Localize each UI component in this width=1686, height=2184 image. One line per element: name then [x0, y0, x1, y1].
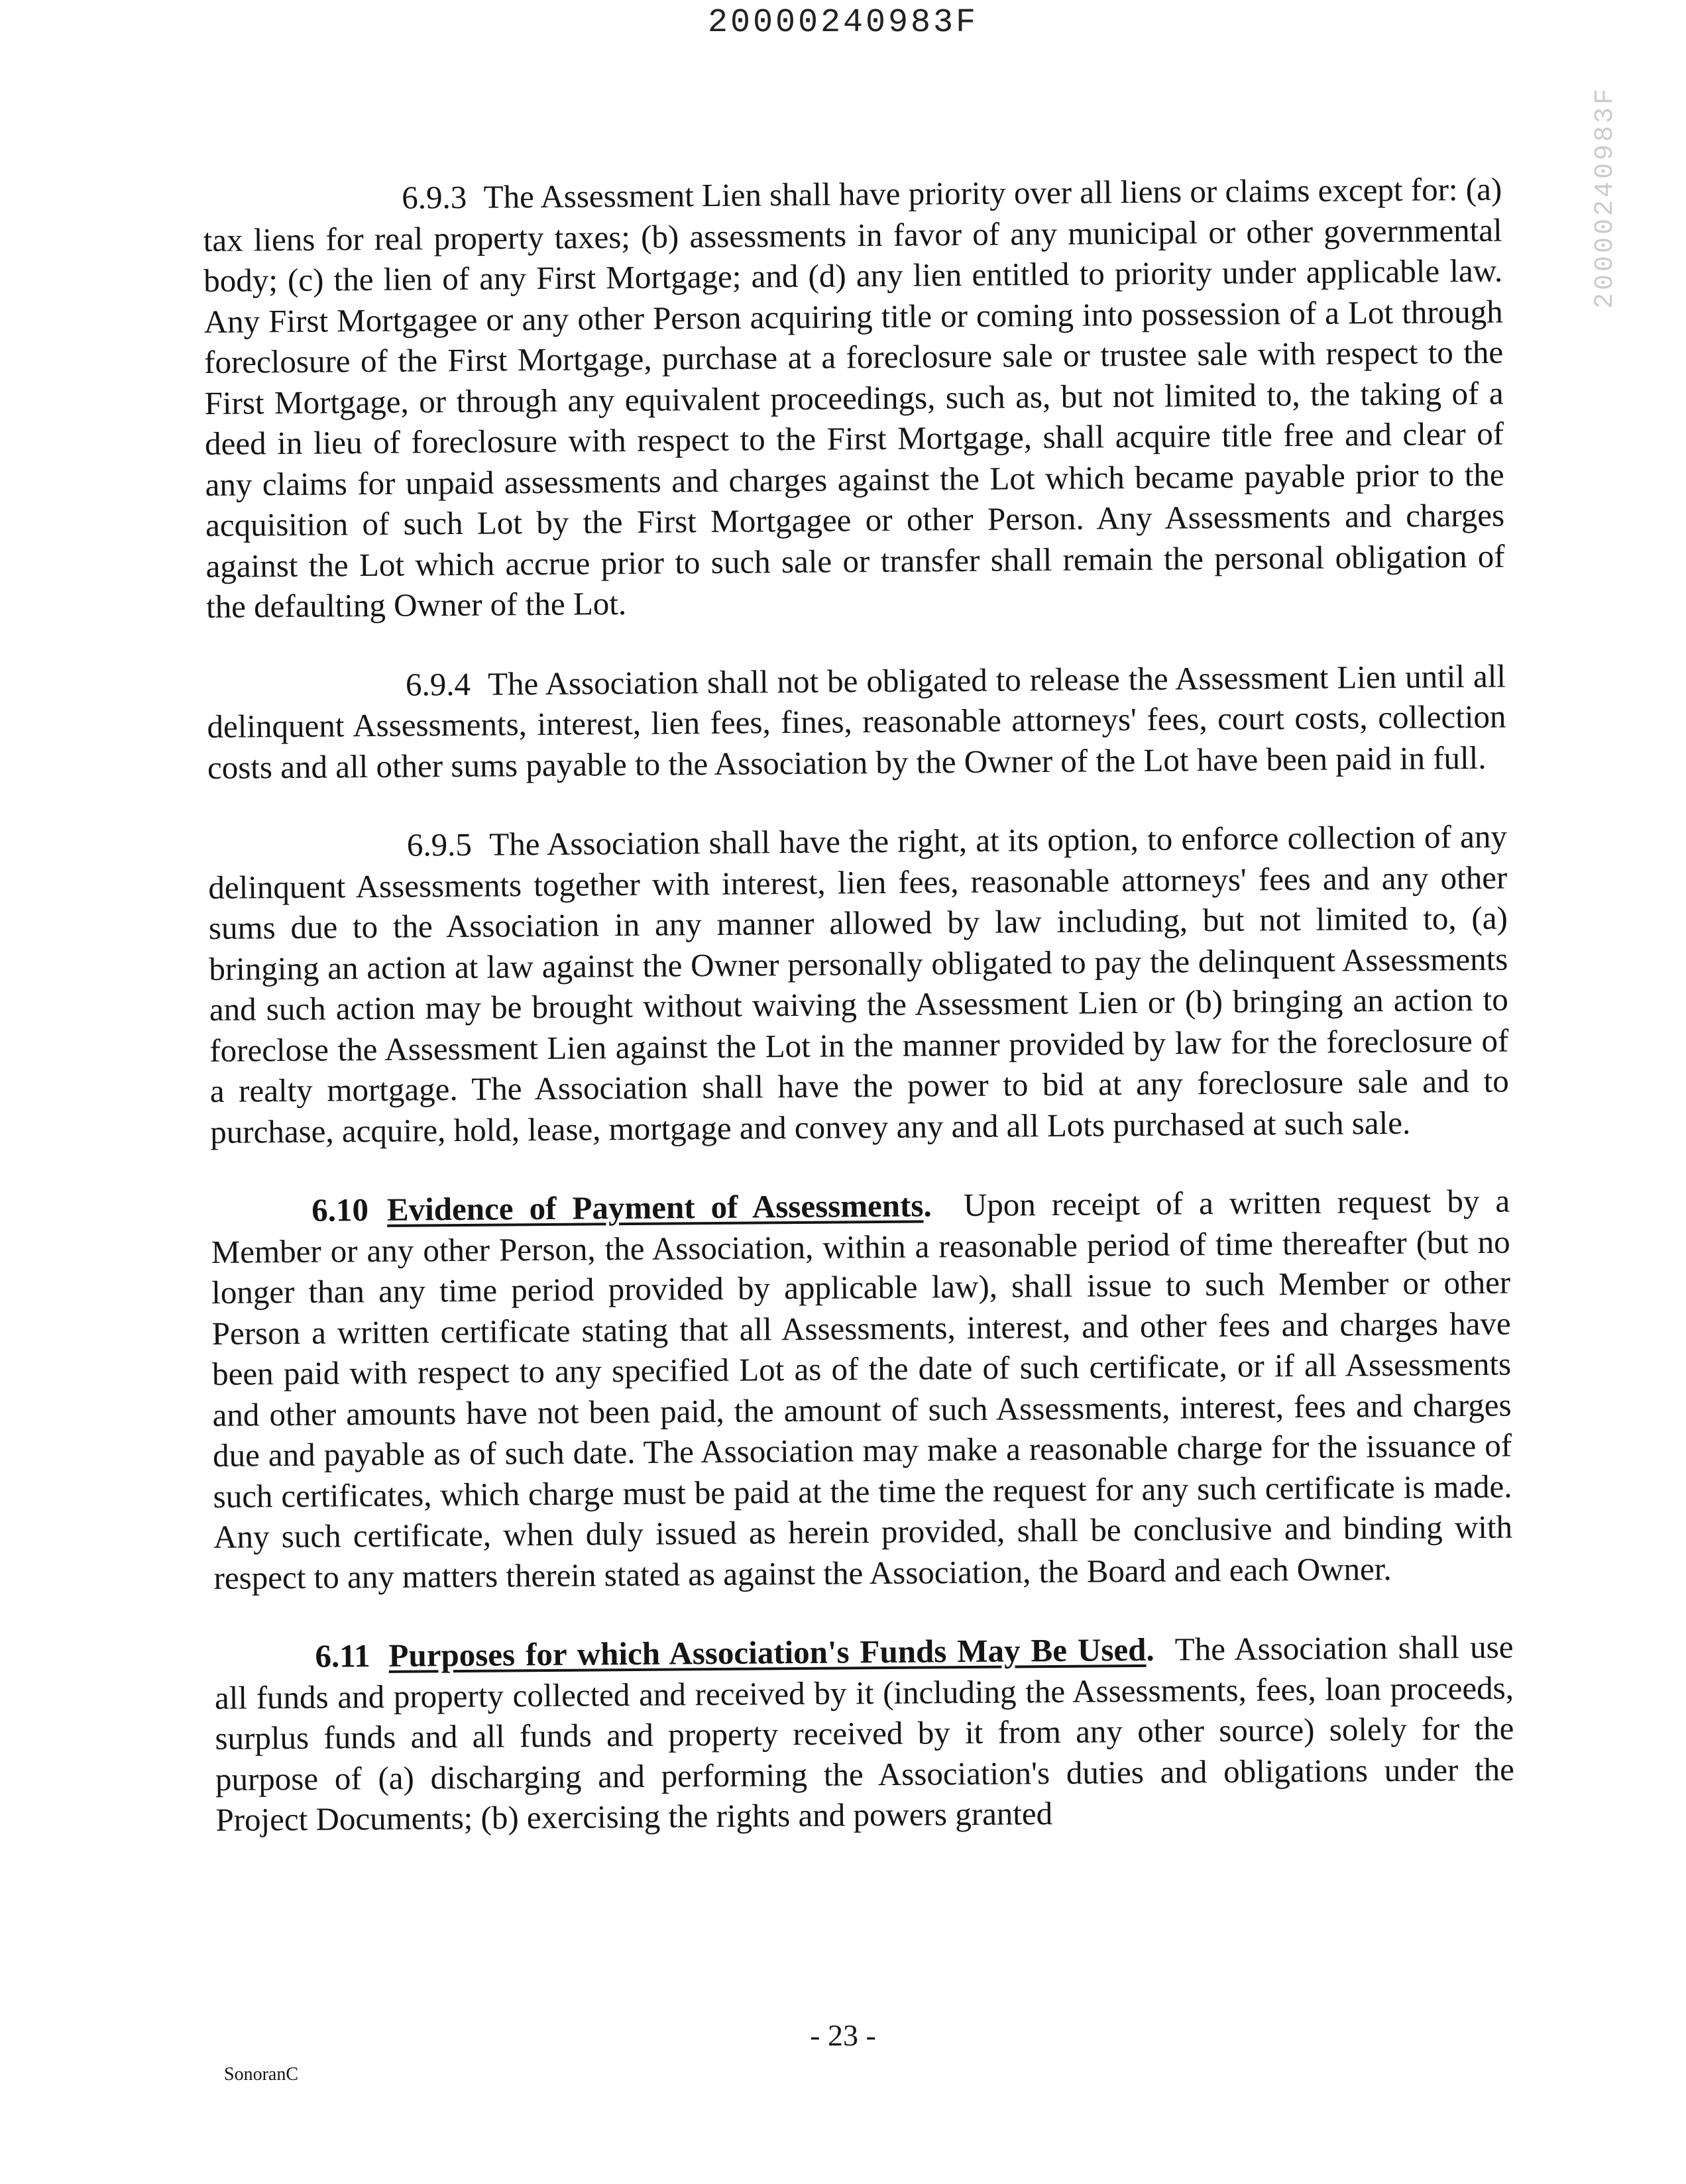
section-6-11: 6.11 Purposes for which Association's Funds May Be Used. The Association shall use all funds and property collected and received by it (including the Assessments, fees, loan proceeds, surplus funds and all funds and property received by it from any other source) solely for the purpose of (a) discharging and performing the Association's duties and obligations under the Project Documents; (b) exercising the rights and powers granted [214, 1628, 1515, 1838]
paragraph-6-9-5 [208, 816, 1510, 1152]
paragraph-6-9-4 [207, 655, 1506, 788]
section-number: 6.11 [315, 1637, 370, 1674]
paragraph-number: 6.9.3 [402, 178, 467, 216]
paragraph-number: 6.9.5 [406, 826, 473, 863]
section-text: Upon receipt of a written request by a Member or any other Person, the Association, within a reasonable period of time thereafter (but no longer than any time period provided by applicable law), shall issue to such Member or other Person a written certificate stating that all Assessments, interest, and other fees and charges have been paid with respect to any specified Lot as of the date of such certificate, or if all Assessments and other amounts have not been paid, the amount of such Assessments, interest, fees and charges due and payable as of such date. The Association may make a reasonable charge for the issuance of such certificates, which charge must be paid at the time the request for any such certificate is made. Any such certificate, when duly issued as herein provided, shall be conclusive and binding with respect to any matters therein stated as against the Association, the Board and each Owner. [211, 1182, 1513, 1596]
section-title: Purposes for which Association's Funds May Be Used [388, 1631, 1147, 1674]
paragraph-text: The Association shall have the right, at its option, to enforce collection of any delinquent Assessments together with interest, lien fees, reasonable attorneys' fees and any other sums due to the Association in any manner allowed by law including, but not limited to, (a) bringing an action at law against the Owner personally obligated to pay the delinquent Assessments and such action may be brought without waiving the Assessment Lien or (b) bringing an action to foreclose the Assessment Lien against the Lot in the manner provided by law for the foreclosure of a realty mortgage. The Association shall have the power to bid at any foreclosure sale and to purchase, acquire, hold, lease, mortgage and convey any and all Lots purchased at such sale. [208, 818, 1509, 1150]
section-text: The Association shall use all funds and property collected and received by it (including the Assessments, fees, loan proceeds, surplus funds and all funds and property received by it from any other source) solely for the purpose of (a) discharging and performing the Association's duties and obligations under the Project Documents; (b) exercising the rights and powers granted [214, 1628, 1515, 1838]
paragraph-number: 6.9.4 [405, 665, 471, 703]
paragraph-text: The Association shall not be obligated to release the Assessment Lien until all delinquent Assessments, interest, lien fees, fines, reasonable attorneys' fees, court costs, collection costs and all other sums payable to the Association by the Owner of the Lot have been paid in full. [207, 657, 1506, 786]
document-body [203, 169, 1515, 1879]
section-6-10: 6.10 Evidence of Payment of Assessments. Upon receipt of a written request by a Member or any other Person, the Association, within a reasonable period of time thereafter (but no longer than any time period provided by applicable law), shall issue to such Member or other Person a written certificate stating that all Assessments, interest, and other fees and charges have been paid with respect to any specified Lot as of the date of such certificate, or if all Assessments and other amounts have not been paid, the amount of such Assessments, interest, fees and charges due and payable as of such date. The Association may make a reasonable charge for the issuance of such certificates, which charge must be paid at the time the request for any such certificate is made. Any such certificate, when duly issued as herein provided, shall be conclusive and binding with respect to any matters therein stated as against the Association, the Board and each Owner. [211, 1182, 1513, 1596]
section-title: Evidence of Payment of Assessments [386, 1187, 924, 1228]
footer-document-id: SonoranC [224, 2064, 298, 2085]
page-number: - 23 - [810, 2018, 876, 2052]
document-number: 20000240983F [707, 4, 979, 42]
paragraph-text: The Assessment Lien shall have priority over all liens or claims except for: (a) tax liens for real property taxes; (b) assessments in favor of any municipal or other governmental body; (c) the lien of any First Mortgage; and (d) any lien entitled to priority under applicable law. Any First Mortgagee or any other Person acquiring title or coming into possession of a Lot through foreclosure of the First Mortgage, purchase at a foreclosure sale or trustee sale with respect to the First Mortgage, or through any equivalent proceedings, such as, but not limited to, the taking of a deed in lieu of foreclosure with respect to the First Mortgage, shall acquire title free and clear of any claims for unpaid assessments and charges against the Lot which became payable prior to the acquisition of such Lot by the First Mortgagee or other Person. Any Assessments and charges against the Lot which accrue prior to such sale or transfer shall remain the personal obligation of the defaulting Owner of the Lot. [203, 170, 1505, 625]
section-number: 6.10 [311, 1191, 369, 1228]
paragraph-6-9-3 [203, 169, 1505, 628]
side-recording-stamp: 20000240983F [1591, 86, 1620, 309]
